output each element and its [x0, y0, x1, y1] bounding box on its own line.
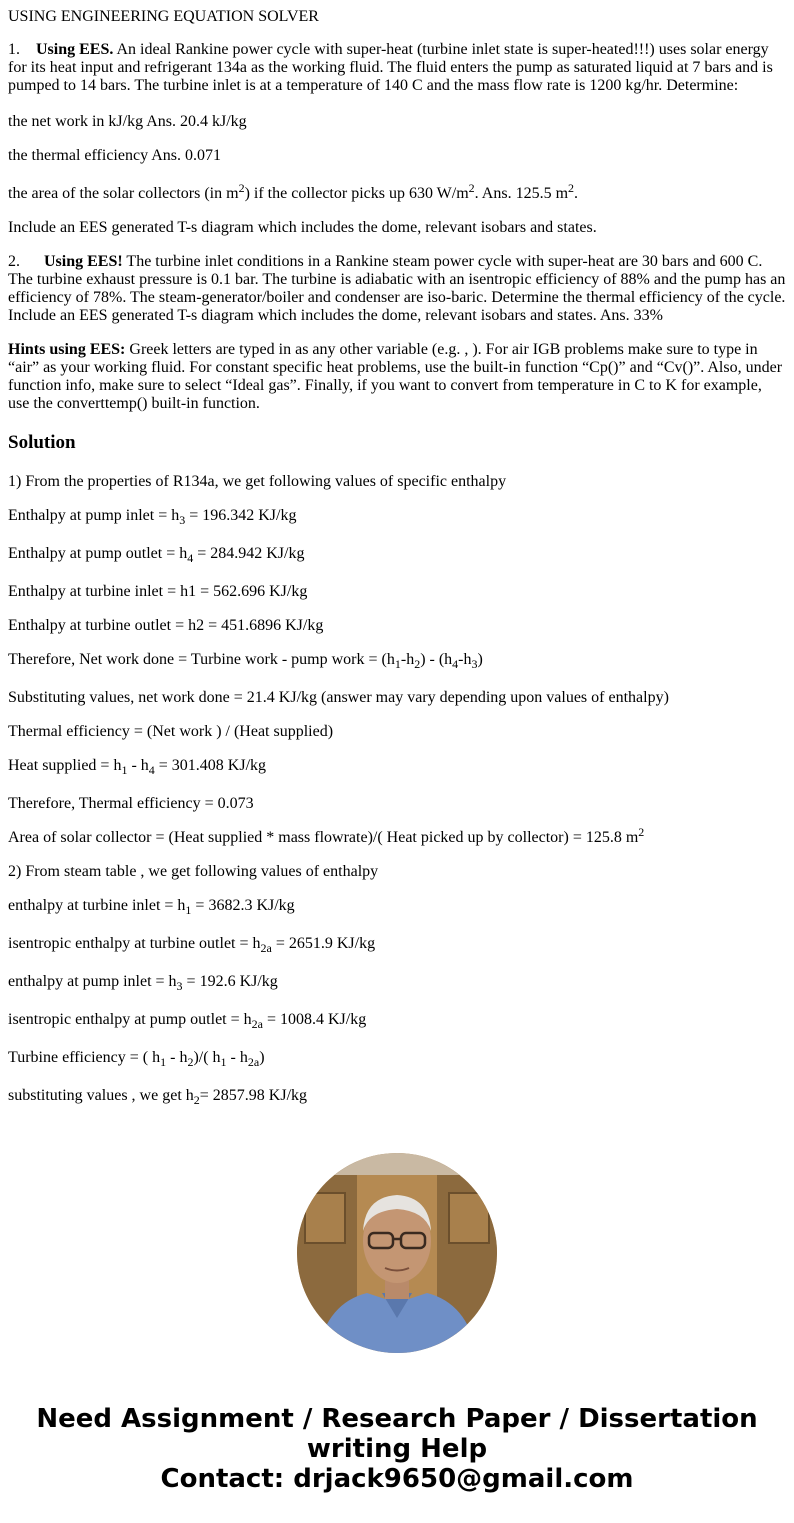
- area-sup: 2: [638, 825, 645, 839]
- avatar-ceiling: [297, 1153, 497, 1175]
- solution-title: Solution: [8, 432, 76, 453]
- part-c-sup-2: 2: [468, 181, 475, 195]
- steam-pump-outlet-isentropic: [8, 1011, 786, 1029]
- h2-result-sub: 2: [193, 1093, 200, 1107]
- net-work-text-2: -h: [400, 651, 415, 668]
- question-1-text: An ideal Rankine power cycle with super-heat (turbine inlet state is super-heated!!!) uses solar energy for its heat input and refrigerant 134a as the working fluid. The fluid enters the pump as saturated liquid at 7 bars and is pumped to 14 bars. The turbine inlet is at a temperature of 140 C and the mass flow rate is 1200 kg/hr. Determine:: [8, 41, 773, 94]
- net-work-sub-1: 1: [394, 657, 401, 671]
- solar-collector-area: [8, 825, 786, 847]
- part-c-text-1: the area of the solar collectors (in m: [8, 185, 239, 202]
- net-work-sub-4: 3: [471, 657, 478, 671]
- teff-sub-1: 1: [160, 1055, 167, 1069]
- thermal-efficiency-definition: Thermal efficiency = (Net work ) / (Heat supplied): [8, 723, 334, 740]
- teff-sub-3: 1: [220, 1055, 227, 1069]
- heat-supplied-value: = 301.408 KJ/kg: [154, 757, 267, 774]
- h3-value: = 196.342 KJ/kg: [185, 507, 297, 524]
- e2-sub: 2a: [260, 941, 272, 955]
- net-work-value: Substituting values, net work done = 21.4 KJ/kg (answer may vary depending upon values of enthalpy): [8, 689, 669, 706]
- part-c-text-3: . Ans. 125.5 m: [474, 185, 569, 202]
- e1-label: enthalpy at turbine inlet = h: [8, 897, 186, 914]
- teff-sub-2: 2: [187, 1055, 194, 1069]
- teff-text-4: - h: [226, 1049, 248, 1066]
- e4-value: = 1008.4 KJ/kg: [262, 1011, 367, 1028]
- h3-label: Enthalpy at pump inlet = h: [8, 507, 180, 524]
- e3-value: = 192.6 KJ/kg: [182, 973, 278, 990]
- page-heading: USING ENGINEERING EQUATION SOLVER: [8, 8, 319, 25]
- question-1-lead: Using EES.: [36, 41, 114, 58]
- banner-line-1: Need Assignment / Research Paper / Dissertation: [36, 1404, 758, 1434]
- hints-lead: Hints using EES:: [8, 341, 126, 358]
- banner-line-2: writing Help: [306, 1434, 488, 1464]
- teff-sub-4: 2a: [247, 1055, 260, 1069]
- question-2: [8, 253, 786, 325]
- net-work-text-3: ) - (h: [420, 651, 453, 668]
- promo-banner: [0, 1404, 794, 1494]
- h3-sub: 3: [179, 513, 186, 527]
- part-c-sup-1: 2: [238, 181, 245, 195]
- enthalpy-pump-inlet: [8, 507, 786, 525]
- question-1-number: 1.: [8, 41, 20, 58]
- hints: [8, 341, 786, 413]
- steam-turbine-inlet: [8, 897, 786, 915]
- e1-value: = 3682.3 KJ/kg: [191, 897, 295, 914]
- net-work-text-5: ): [477, 651, 483, 668]
- area-text: Area of solar collector = (Heat supplied * mass flowrate)/( Heat picked up by collector) = 125.8 m: [8, 829, 639, 846]
- net-work-sub-3: 4: [452, 657, 459, 671]
- thermal-efficiency-value: Therefore, Thermal efficiency = 0.073: [8, 795, 254, 812]
- hints-text: Greek letters are typed in as any other variable (e.g. , ). For air IGB problems make sure to type in “air” as your working fluid. For constant specific heat problems, use the built-in function “Cp()” and “Cv()”. Also, under function info, make sure to select “Ideal gas”. Finally, if you want to convert from temperature in C to K for example, use the converttemp() built-in function.: [8, 341, 783, 412]
- avatar-panel-left: [305, 1193, 345, 1243]
- h4-label: Enthalpy at pump outlet = h: [8, 545, 188, 562]
- heat-supplied-sub-1: 1: [121, 763, 128, 777]
- h4-value: = 284.942 KJ/kg: [193, 545, 305, 562]
- question-1-part-c: [8, 181, 786, 203]
- net-work-sub-2: 2: [414, 657, 421, 671]
- heat-supplied: [8, 757, 786, 775]
- question-2-lead: Using EES!: [44, 253, 123, 270]
- e1-sub: 1: [185, 903, 192, 917]
- solution-intro-1: 1) From the properties of R134a, we get following values of specific enthalpy: [8, 473, 507, 490]
- net-work-text-4: -h: [458, 651, 472, 668]
- h4-sub: 4: [187, 551, 194, 565]
- avatar-portrait: [297, 1153, 497, 1353]
- question-1-part-b: the thermal efficiency Ans. 0.071: [8, 147, 221, 164]
- h2-result-label: substituting values , we get h: [8, 1087, 194, 1104]
- steam-pump-inlet: [8, 973, 786, 991]
- turbine-efficiency-formula: [8, 1049, 786, 1067]
- enthalpy-turbine-outlet: Enthalpy at turbine outlet = h2 = 451.6896 KJ/kg: [8, 617, 324, 634]
- question-2-number: 2.: [8, 253, 20, 270]
- e3-label: enthalpy at pump inlet = h: [8, 973, 177, 990]
- e3-sub: 3: [176, 979, 183, 993]
- avatar-panel-right: [449, 1193, 489, 1243]
- e4-sub: 2a: [251, 1017, 263, 1031]
- e2-label: isentropic enthalpy at turbine outlet = h: [8, 935, 261, 952]
- h2-result-value: = 2857.98 KJ/kg: [199, 1087, 308, 1104]
- net-work-formula: [8, 651, 786, 669]
- author-avatar: [297, 1153, 497, 1353]
- part-c-sup-3: 2: [568, 181, 575, 195]
- enthalpy-pump-outlet: [8, 545, 786, 563]
- teff-text-2: - h: [166, 1049, 188, 1066]
- question-1-part-a: the net work in kJ/kg Ans. 20.4 kJ/kg: [8, 113, 247, 130]
- steam-turbine-outlet-isentropic: [8, 935, 786, 953]
- heat-supplied-text-2: - h: [127, 757, 149, 774]
- teff-text-3: )/( h: [193, 1049, 221, 1066]
- e2-value: = 2651.9 KJ/kg: [271, 935, 376, 952]
- banner-contact: Contact: drjack9650@gmail.com: [160, 1464, 634, 1494]
- teff-text-1: Turbine efficiency = ( h: [8, 1049, 161, 1066]
- teff-text-5: ): [259, 1049, 265, 1066]
- enthalpy-turbine-inlet: Enthalpy at turbine inlet = h1 = 562.696 KJ/kg: [8, 583, 308, 600]
- heat-supplied-text-1: Heat supplied = h: [8, 757, 122, 774]
- question-1: [8, 41, 786, 95]
- part-c-text-2: ) if the collector picks up 630 W/m: [244, 185, 469, 202]
- solution-intro-2: 2) From steam table , we get following values of enthalpy: [8, 863, 379, 880]
- part-c-text-4: .: [574, 185, 579, 202]
- net-work-text-1: Therefore, Net work done = Turbine work - pump work = (h: [8, 651, 395, 668]
- heat-supplied-sub-2: 4: [148, 763, 155, 777]
- e4-label: isentropic enthalpy at pump outlet = h: [8, 1011, 252, 1028]
- question-2-text: The turbine inlet conditions in a Rankine steam power cycle with super-heat are 30 bars and 600 C. The turbine exhaust pressure is 0.1 bar. The turbine is adiabatic with an isentropic efficiency of 88% and the pump has an efficiency of 78%. The steam-generator/boiler and condenser are iso-baric. Determine the thermal efficiency of the cycle. Include an EES generated T-s diagram which includes the dome, relevant isobars and states. Ans. 33%: [8, 253, 786, 324]
- h2-result: [8, 1087, 786, 1105]
- question-1-part-d: Include an EES generated T-s diagram which includes the dome, relevant isobars and states.: [8, 219, 597, 236]
